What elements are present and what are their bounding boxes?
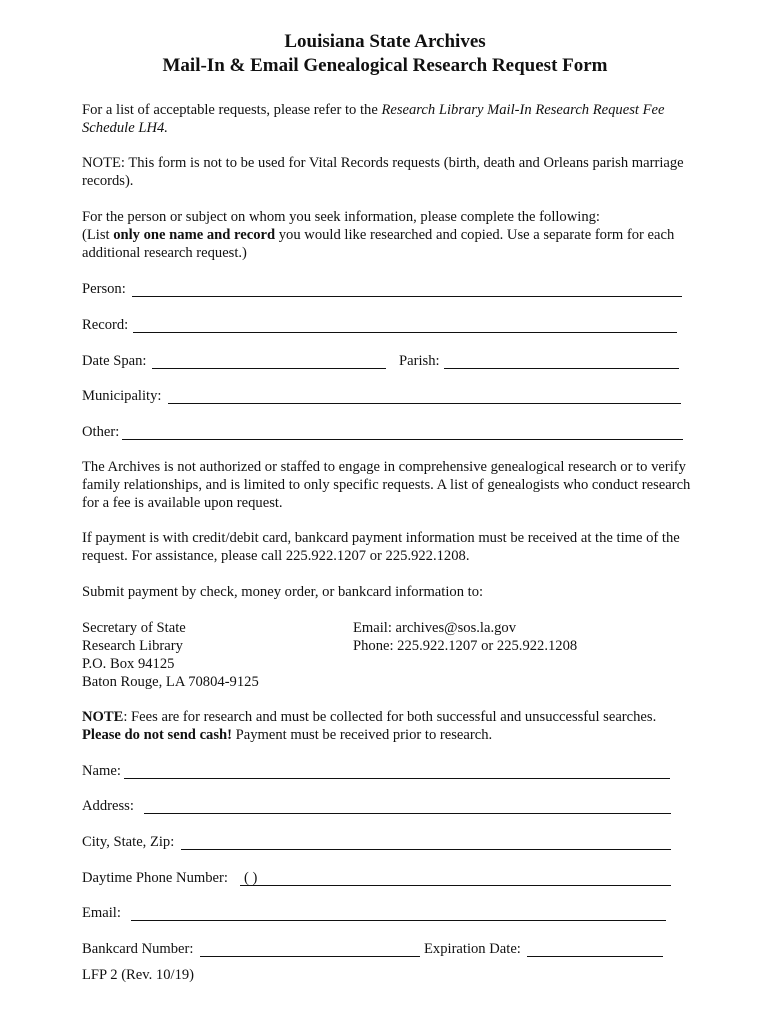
no-cash-text: Payment must be received prior to research. <box>232 727 493 743</box>
address-input-line[interactable] <box>144 813 671 814</box>
contact-phone: Phone: 225.922.1207 or 225.922.1208 <box>353 638 578 654</box>
submit-instructions: Submit payment by check, money order, or bankcard information to: <box>82 584 484 600</box>
email-input-line[interactable] <box>131 920 666 921</box>
name-input-line[interactable] <box>124 778 670 779</box>
date-span-label: Date Span: <box>82 353 147 369</box>
municipality-input-line[interactable] <box>168 403 681 404</box>
city-state-zip-input-line[interactable] <box>181 849 671 850</box>
form-revision: LFP 2 (Rev. 10/19) <box>82 967 195 983</box>
other-input-line[interactable] <box>122 439 683 440</box>
expiration-input-line[interactable] <box>527 956 663 957</box>
city-state-zip-label: City, State, Zip: <box>82 834 175 850</box>
record-input-line[interactable] <box>133 332 677 333</box>
subject-instructions-bold: only one name and record <box>113 227 276 243</box>
email-label: Email: <box>82 905 121 921</box>
no-cash-warning: Please do not send cash! <box>82 727 232 743</box>
contact-email: Email: archives@sos.la.gov <box>353 620 516 636</box>
address-line: Baton Rouge, LA 70804-9125 <box>82 674 259 690</box>
record-label: Record: <box>82 317 129 333</box>
address-line: P.O. Box 94125 <box>82 656 175 672</box>
address-label: Address: <box>82 798 134 814</box>
mailing-address <box>82 619 259 691</box>
address-line: Research Library <box>82 638 183 654</box>
expiration-label: Expiration Date: <box>424 941 521 957</box>
date-span-input-line[interactable] <box>152 368 386 369</box>
fees-note-text: : Fees are for research and must be collected for both successful and unsuccessful searches. <box>123 709 657 725</box>
parish-input-line[interactable] <box>444 368 679 369</box>
fees-note-label: NOTE <box>82 709 124 725</box>
fee-schedule-prefix: For a list of acceptable requests, please refer to the <box>82 102 382 118</box>
form-title-line1: Louisiana State Archives <box>284 31 486 52</box>
bankcard-label: Bankcard Number: <box>82 941 194 957</box>
subject-instructions-pre: (List <box>82 227 114 243</box>
daytime-phone-label: Daytime Phone Number: <box>82 870 228 886</box>
archives-limitation-note: The Archives is not authorized or staffed to engage in comprehensive genealogical research or to verify family relationships, and is limited to only specific requests. A list of genealogists who conduct research for a fee is available upon request. <box>82 459 691 511</box>
daytime-phone-input-line[interactable] <box>240 885 671 886</box>
subject-instructions-line1: For the person or subject on whom you seek information, please complete the following: <box>82 209 600 225</box>
contact-info <box>353 619 577 655</box>
municipality-label: Municipality: <box>82 388 162 404</box>
name-label: Name: <box>82 763 121 779</box>
vital-records-note: NOTE: This form is not to be used for Vital Records requests (birth, death and Orleans parish marriage records). <box>82 155 684 189</box>
person-label: Person: <box>82 281 126 297</box>
subject-instructions-post: you would like researched and copied. Use a separate form for each additional research request.) <box>82 227 675 261</box>
other-label: Other: <box>82 424 120 440</box>
parish-label: Parish: <box>399 353 440 369</box>
form-title-line2: Mail-In & Email Genealogical Research Request Form <box>162 55 608 76</box>
phone-area-code: ( ) <box>244 870 258 886</box>
fees-note <box>82 708 702 744</box>
address-line: Secretary of State <box>82 620 186 636</box>
fee-schedule-reference <box>82 101 694 137</box>
bankcard-input-line[interactable] <box>200 956 420 957</box>
person-input-line[interactable] <box>132 296 682 297</box>
subject-instructions <box>82 208 694 262</box>
fee-schedule-title: Research Library Mail-In Research Request Fee Schedule LH4. <box>82 102 665 136</box>
payment-note: If payment is with credit/debit card, bankcard payment information must be received at the time of the request. For assistance, please call 225.922.1207 or 225.922.1208. <box>82 530 680 564</box>
